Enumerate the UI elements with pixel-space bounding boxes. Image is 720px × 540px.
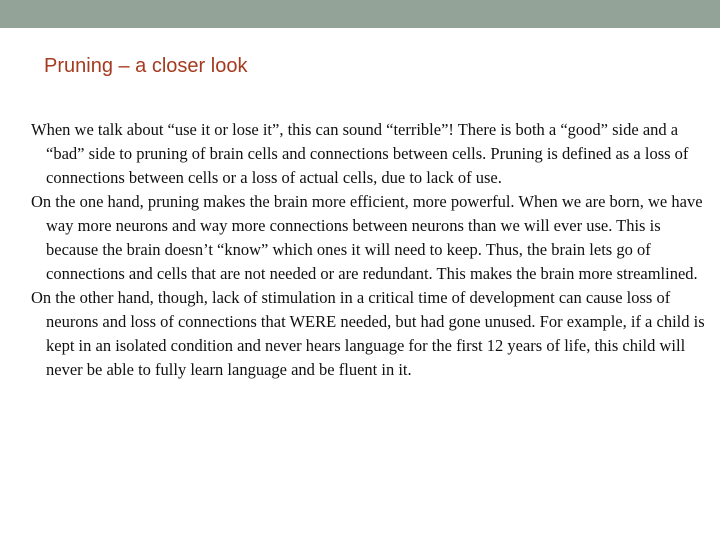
body-paragraph: When we talk about “use it or lose it”, this can sound “terrible”! There is both a “good” side and a “bad” side to pruning of brain cells and connections between cells. Pruning is defined as a loss of connections between cells or a loss of actual cells, due to lack of use. (31, 120, 689, 187)
slide-title: Pruning – a closer look (44, 55, 248, 77)
body-paragraph: On the one hand, pruning makes the brain more efficient, more powerful. When we are born, we have way more neurons and way more connections between neurons than we will ever use. This is because the brain doesn’t “know” which ones it will need to keep. Thus, the brain lets go of connections and cells that are not needed or are redundant. This makes the brain more streamlined. (31, 192, 703, 283)
body-paragraph: On the other hand, though, lack of stimulation in a critical time of development can cause loss of neurons and loss of connections that WERE needed, but had gone unused. For example, if a child is kept in an isolated condition and never hears language for the first 12 years of life, this child will never be able to fully learn language and be fluent in it. (31, 288, 705, 379)
slide-header-band (0, 0, 720, 28)
slide-body (31, 118, 706, 382)
